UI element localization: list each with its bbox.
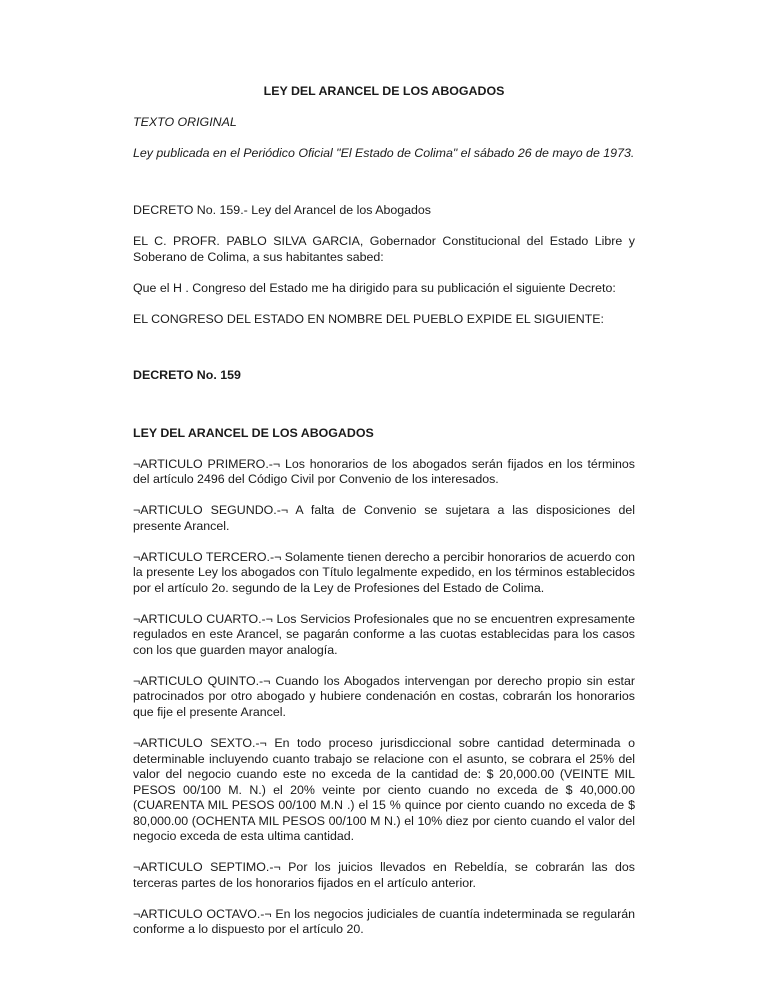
law-heading: LEY DEL ARANCEL DE LOS ABOGADOS (133, 425, 374, 440)
governor-paragraph: EL C. PROFR. PABLO SILVA GARCIA, Gobernador Constitucional del Estado Libre y Soberano de Colima, a sus habitantes sabed: (133, 234, 635, 264)
document-subtitle: TEXTO ORIGINAL (133, 114, 237, 129)
decree-heading: DECRETO No. 159 (133, 368, 241, 383)
publication-note: Ley publicada en el Periódico Oficial "El Estado de Colima" el sábado 26 de mayo de 1973. (133, 145, 635, 160)
decree-line: DECRETO No. 159.- Ley del Arancel de los Abogados (133, 203, 432, 218)
article-segundo: ¬ARTICULO SEGUNDO.-¬ A falta de Convenio se sujetara a las disposiciones del presente Arancel. (133, 503, 635, 533)
expide-paragraph: EL CONGRESO DEL ESTADO EN NOMBRE DEL PUEBLO EXPIDE EL SIGUIENTE: (133, 311, 604, 326)
document-page (133, 84, 635, 938)
article-septimo: ¬ARTICULO SEPTIMO.-¬ Por los juicios llevados en Rebeldía, se cobrarán las dos terceras partes de los honorarios fijados en el artículo anterior. (133, 860, 635, 890)
article-cuarto: ¬ARTICULO CUARTO.-¬ Los Servicios Profesionales que no se encuentren expresamente regulados en este Arancel, se pagarán conforme a las cuotas establecidas para los casos con los que guarden mayor analogía. (133, 611, 635, 657)
article-primero: ¬ARTICULO PRIMERO.-¬ Los honorarios de los abogados serán fijados en los términos del artículo 2496 del Código Civil por Convenio de los interesados. (133, 456, 635, 487)
article-sexto: ¬ARTICULO SEXTO.-¬ En todo proceso jurisdiccional sobre cantidad determinada o determinable incluyendo cuanto trabajo se relacione con el asunto, se cobrara el 25% del valor del negocio cuando este no exceda de la cantidad de: $ 20,000.00 (VEINTE MIL PESOS 00/100 M. N.) el 20% veinte por ciento cuando no exceda de $ 40,000.00 (CUARENTA MIL PESOS 00/100 M.N .) el 15 % quince por ciento cuando no exceda de $ 80,000.00 (OCHENTA MIL PESOS 00/100 M N.) el 10% diez por ciento cuando el valor del negocio exceda de esta ultima cantidad. (133, 735, 635, 844)
article-quinto: ¬ARTICULO QUINTO.-¬ Cuando los Abogados intervengan por derecho propio sin estar patrocinados por otro abogado y hubiere condenación en costas, cobrarán los honorarios que fije el presente Arancel. (133, 673, 635, 720)
congress-paragraph: Que el H . Congreso del Estado me ha dirigido para su publicación el siguiente Decreto: (133, 280, 616, 295)
article-octavo: ¬ARTICULO OCTAVO.-¬ En los negocios judiciales de cuantía indeterminada se regularán conforme a lo dispuesto por el artículo 20. (133, 906, 635, 937)
document-title: LEY DEL ARANCEL DE LOS ABOGADOS (263, 84, 505, 98)
article-tercero: ¬ARTICULO TERCERO.-¬ Solamente tienen derecho a percibir honorarios de acuerdo con la presente Ley los abogados con Título legalmente expedido, en los términos establecidos por el artículo 2o. segundo de la Ley de Profesiones del Estado de Colima. (133, 549, 635, 595)
